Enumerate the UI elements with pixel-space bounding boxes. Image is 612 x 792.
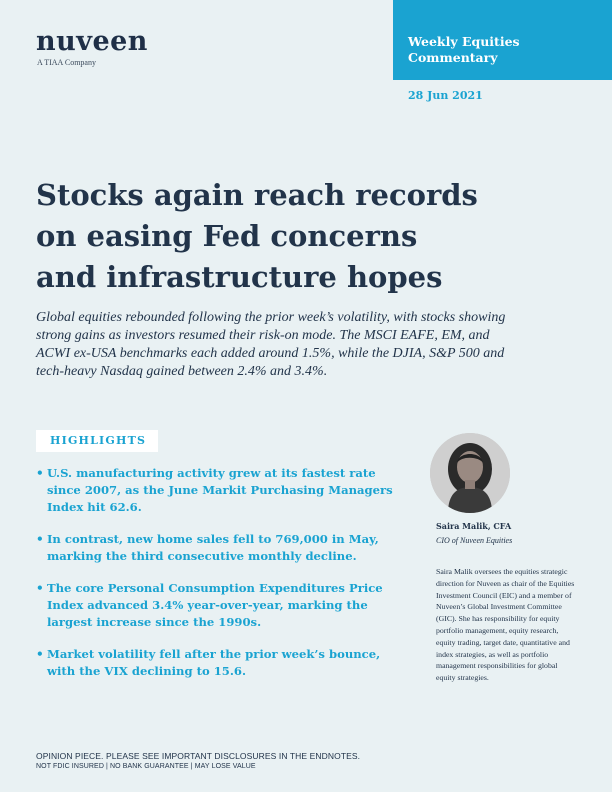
- author-bio: Saira Malik oversees the equities strategic direction for Nuveen as chair of the Equities Investment Council (EIC) and a member of Nuveen’s Global Investment Committee (GIC). She has responsibility for equity portfolio management, equity research, equity trading, target date, quantitative and index strategies, as well as portfolio management responsibilities for global equity strategies.: [436, 567, 575, 683]
- author-title: CIO of Nuveen Equities: [436, 536, 513, 545]
- highlight-item: [36, 465, 396, 516]
- highlights-label: HIGHLIGHTS: [36, 430, 158, 452]
- author-portrait-icon: [430, 433, 510, 513]
- bullet-icon: •: [36, 466, 44, 480]
- bullet-icon: •: [36, 647, 44, 661]
- highlight-text: Market volatility fell after the prior week’s bounce, with the VIX declining to 15.6.: [47, 647, 381, 678]
- legal-notice: NOT FDIC INSURED | NO BANK GUARANTEE | MAY LOSE VALUE: [36, 763, 256, 770]
- highlight-item: [36, 531, 396, 565]
- brand-tagline: A TIAA Company: [37, 58, 96, 67]
- publication-date: 28 Jun 2021: [408, 89, 483, 102]
- brand-logo: [36, 28, 148, 67]
- bullet-icon: •: [36, 532, 44, 546]
- highlight-text: The core Personal Consumption Expenditures Price Index advanced 3.4% year-over-year, marking the largest increase since the 1990s.: [47, 581, 383, 629]
- brand-name: nuveen: [36, 26, 148, 57]
- headline-line3: and infrastructure hopes: [36, 260, 443, 294]
- highlight-text: In contrast, new home sales fell to 769,000 in May, marking the third consecutive monthly decline.: [47, 532, 379, 563]
- highlights-list: [36, 465, 396, 695]
- series-title-line2: Commentary: [408, 50, 498, 65]
- series-title-line1: Weekly Equities: [408, 34, 520, 49]
- highlight-item: [36, 580, 396, 631]
- highlight-item: [36, 646, 396, 680]
- author-avatar: [430, 433, 510, 513]
- author-name: Saira Malik, CFA: [436, 521, 512, 531]
- disclaimer-text: OPINION PIECE. PLEASE SEE IMPORTANT DISCLOSURES IN THE ENDNOTES.: [36, 751, 361, 761]
- series-banner: [393, 0, 612, 80]
- intro-paragraph: Global equities rebounded following the prior week’s volatility, with stocks showing strong gains as investors resumed their risk-on mode. The MSCI EAFE, EM, and ACWI ex-USA benchmarks each added around 1.5%, while the DJIA, S&P 500 and tech-heavy Nasdaq gained between 2.4% and 3.4%.: [36, 310, 506, 379]
- headline-line1: Stocks again reach records: [36, 178, 478, 212]
- page-title: [36, 175, 556, 298]
- headline-line2: on easing Fed concerns: [36, 219, 418, 253]
- bullet-icon: •: [36, 581, 44, 595]
- highlight-text: U.S. manufacturing activity grew at its fastest rate since 2007, as the June Markit Purchasing Managers Index hit 62.6.: [47, 466, 393, 514]
